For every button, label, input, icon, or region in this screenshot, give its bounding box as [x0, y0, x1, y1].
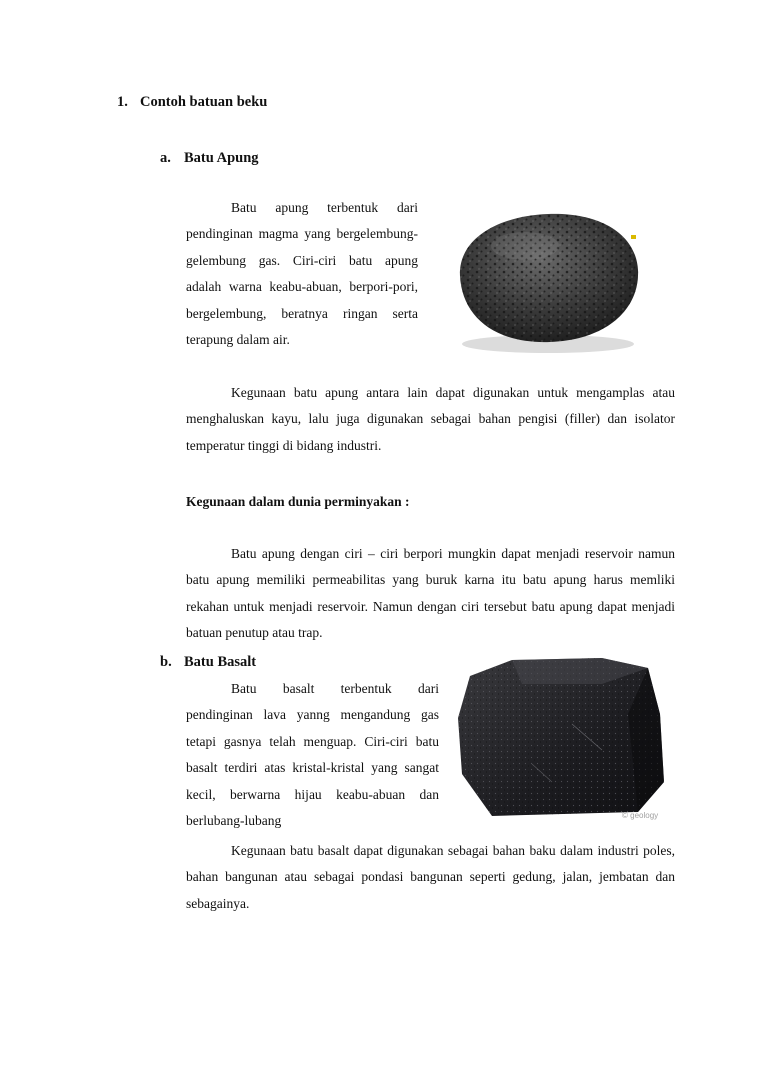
section-title: Contoh batuan beku [140, 94, 268, 110]
image-watermark: © geology [622, 811, 659, 820]
apung-oil [186, 541, 675, 647]
section-number: 1. [117, 94, 128, 110]
subsection-heading-apung [160, 150, 259, 167]
subsection-letter: a. [160, 150, 171, 166]
basalt-usage-text: Kegunaan batu basalt dapat digunakan sebagai bahan baku dalam industri poles, bahan bangunan atau sebagai pondasi bangunan seperti gedung, jalan, jembatan dan sebagainya. [186, 843, 675, 911]
subsection-heading-basalt [160, 654, 256, 671]
basalt-image [452, 654, 672, 820]
section-heading [117, 94, 267, 111]
apung-description [186, 195, 418, 353]
basalt-description [186, 676, 439, 834]
apung-description-text: Batu apung terbentuk dari pendinginan magma yang bergelembung-gelembung gas. Ciri-ciri batu apung adalah warna keabu-abuan, berpori-pori, bergelembung, beratnya ringan serta terapung dalam air. [186, 200, 418, 348]
pumice-stone-illustration [430, 198, 664, 356]
oil-heading: Kegunaan dalam dunia perminyakan : [186, 494, 410, 509]
basalt-rock-illustration [452, 654, 672, 820]
apung-usage [186, 380, 675, 459]
subsection-letter: b. [160, 654, 172, 670]
pumice-image [430, 198, 664, 356]
apung-usage-text: Kegunaan batu apung antara lain dapat digunakan untuk mengamplas atau menghaluskan kayu, lalu juga digunakan sebagai bahan pengisi (filler) dan isolator temperatur tinggi di bidang industri. [186, 385, 675, 453]
basalt-description-text: Batu basalt terbentuk dari pendinginan lava yanng mengandung gas tetapi gasnya telah menguap. Ciri-ciri batu basalt terdiri atas kristal-kristal yang sangat kecil, berwarna hijau keabu-abuan dan berlubang-lubang [186, 681, 439, 829]
apung-oil-text: Batu apung dengan ciri – ciri berpori mungkin dapat menjadi reservoir namun batu apung memiliki permeabilitas yang buruk karna itu batu apung harus memliki rekahan untuk menjadi reservoir. Namun dengan ciri tersebut batu apung dapat menjadi batuan penutup atau trap. [186, 546, 675, 641]
subsection-title: Batu Apung [184, 150, 259, 166]
basalt-usage [186, 838, 675, 917]
subsection-title: Batu Basalt [184, 654, 257, 670]
